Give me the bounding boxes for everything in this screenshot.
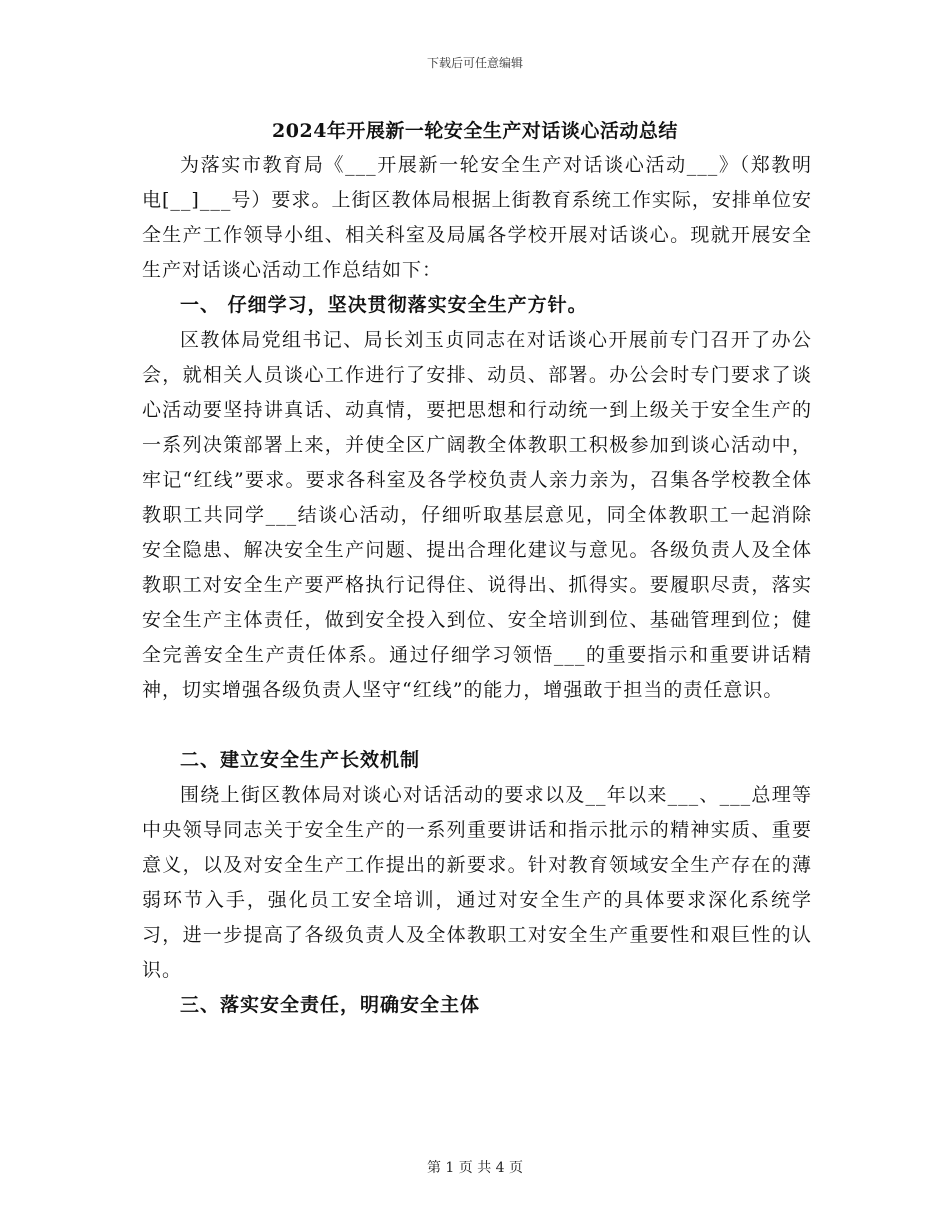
intro-paragraph: 为落实市教育局《___开展新一轮安全生产对话谈心活动___》（郑教明电[__]___号）要求。上街区教体局根据上街教育系统工作实际，安排单位安全生产工作领导小组、相关科室及局属各学校开展对话谈心。现就开展安全生产对话谈心活动工作总结如下：	[142, 154, 812, 281]
section-2-heading: 二、建立安全生产长效机制	[180, 749, 421, 771]
section-2-paragraph: 围绕上街区教体局对谈心对话活动的要求以及__年以来___、___总理等中央领导同志关于安全生产的一系列重要讲话和指示批示的精神实质、重要意义，以及对安全生产工作提出的新要求。针对教育领域安全生产存在的薄弱环节入手，强化员工安全培训，通过对安全生产的具体要求深化系统学习，进一步提高了各级负责人及全体教职工对安全生产重要性和艰巨性的认识。	[142, 784, 812, 981]
page-indicator: 第 1 页 共 4 页	[426, 1160, 524, 1176]
paragraph-spacer	[142, 708, 812, 743]
section-1-paragraph: 区教体局党组书记、局长刘玉贞同志在对话谈心开展前专门召开了办公会，就相关人员谈心工作进行了安排、动员、部署。办公会时专门要求了谈心活动要坚持讲真话、动真情，要把思想和行动统一到上级关于安全生产的一系列决策部署上来，并使全区广阔教全体教职工积极参加到谈心活动中，牢记“红线”要求。要求各科室及各学校负责人亲力亲为，召集各学校教全体教职工共同学___结谈心活动，仔细听取基层意见，同全体教职工一起消除安全隐患、解决安全生产问题、提出合理化建议与意见。各级负责人及全体教职工对安全生产要严格执行记得住、说得出、抓得实。要履职尽责，落实安全生产主体责任，做到安全投入到位、安全培训到位、基础管理到位；健全完善安全生产责任体系。通过仔细学习领悟___的重要指示和重要讲话精神，切实增强各级负责人坚守“红线”的能力，增强敢于担当的责任意识。	[142, 329, 812, 701]
section-1-heading: 一、 仔细学习，坚决贯彻落实安全生产方针。	[180, 294, 588, 316]
download-note: 下载后可任意编辑	[426, 56, 523, 70]
document-title: 2024年开展新一轮安全生产对话谈心活动总结	[272, 120, 678, 142]
document-body	[142, 148, 812, 1023]
section-3-heading: 三、落实安全责任，明确安全主体	[180, 994, 481, 1016]
